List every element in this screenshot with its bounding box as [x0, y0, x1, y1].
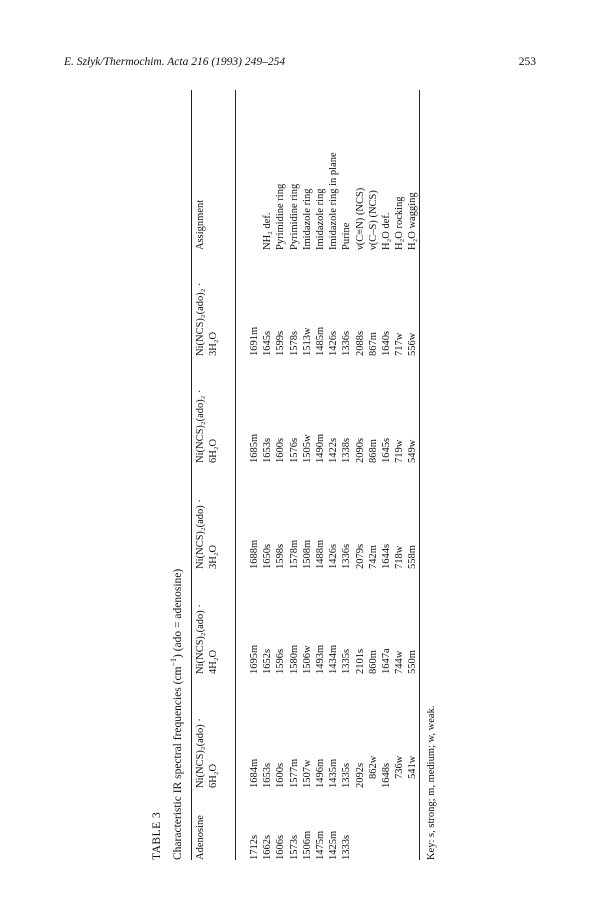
table-cell: 541w [407, 755, 419, 779]
table-cell: 862w [367, 755, 379, 779]
table-cell: H₂O rocking [394, 196, 406, 250]
table-row [234, 90, 261, 860]
table-cell [367, 788, 380, 860]
table-cell: 1475m [315, 830, 327, 860]
table-caption: Characteristic IR spectral frequencies $(cm^{-1}) (ado$ = adenosine) [169, 568, 184, 860]
table-cell: ν(C≡N) (NCS) [354, 187, 366, 250]
table-cell: 1650s [262, 543, 274, 569]
table-row [393, 90, 406, 860]
table-cell: 1600s [275, 437, 287, 463]
table-cell: 1426s [328, 330, 340, 356]
table-cell: 736w [394, 755, 406, 779]
table-cell: 719w [394, 439, 406, 463]
table-cell: 1488m [315, 539, 327, 569]
table-cell: 1513w [301, 327, 313, 356]
table-cell: 1600s [275, 762, 287, 788]
table-cell: 2090s [354, 437, 366, 463]
table-row [314, 90, 327, 860]
table-cell: 1712s [249, 834, 260, 860]
table-label: TABLE 3 [151, 811, 163, 860]
table-row [301, 90, 314, 860]
table-cell: 556w [407, 332, 419, 356]
table-cell: 1653s [262, 762, 274, 788]
table-cell: 2079s [354, 543, 366, 569]
table-row [261, 90, 274, 860]
table-cell: 1576s [288, 437, 300, 463]
table-cell: 742m [367, 545, 379, 569]
column-header: Ni(NCS)₂(ado)₂ · 3H₂O [195, 282, 220, 356]
table-header-row [194, 90, 234, 860]
table-cell: 1640s [381, 330, 393, 356]
table-cell: Imidazole ring in plane [328, 152, 340, 250]
table-row [380, 90, 393, 860]
table-cell: 1573s [288, 834, 300, 860]
table-cell: 1644s [381, 543, 393, 569]
column-header: Adenosine [195, 815, 206, 860]
column-header: Assignment [195, 199, 206, 250]
table-cell: 1485m [315, 326, 327, 356]
table-cell: 550m [407, 650, 419, 674]
table-cell: 718w [394, 545, 406, 569]
running-head: E. Szłyk/Thermochim. Acta 216 (1993) 249–254 [64, 56, 286, 68]
table-cell: 1493m [315, 644, 327, 674]
table-cell: 1645s [262, 330, 274, 356]
ir-frequency-table [194, 90, 420, 860]
table-row [367, 90, 380, 860]
table-cell: NH₂ def. [262, 212, 274, 250]
table-cell: 1422s [328, 437, 340, 463]
table-cell: 1490m [315, 433, 327, 463]
table-cell: H₂O wagging [407, 192, 419, 250]
table-cell: 2088s [354, 330, 366, 356]
column-header: Ni(NCS)₂(ado) · 6H₂O [195, 718, 220, 788]
column-header: Ni(NCS)₂(ado) · 3H₂O [195, 499, 220, 569]
table-cell: 1434m [328, 644, 340, 674]
table-cell: 1695m [249, 644, 260, 674]
table-cell: 2101s [354, 648, 366, 674]
table-cell: 1578s [288, 330, 300, 356]
table-rule-bottom [419, 90, 420, 860]
table-cell: 1606s [275, 834, 287, 860]
table-cell: 1335s [341, 648, 353, 674]
table-cell: 1507w [301, 759, 313, 788]
table-cell: Pyrimidine ring [288, 183, 300, 250]
table-row [327, 90, 340, 860]
table-row [340, 90, 353, 860]
table-cell: Imidazole ring [301, 188, 313, 250]
table-cell [393, 788, 406, 860]
table-row [354, 90, 367, 860]
table-cell: 1333s [341, 834, 353, 860]
table-cell: ν(C–S) (NCS) [367, 190, 379, 250]
table-cell: 1336s [341, 330, 353, 356]
table-cell: 1578m [288, 539, 300, 569]
table-cell: Imidazole ring [315, 188, 327, 250]
table-cell: 1653s [262, 437, 274, 463]
table-cell: 1426s [328, 543, 340, 569]
column-header: Ni(NCS)₂(ado) · 4H₂O [195, 604, 220, 674]
table-cell [354, 788, 367, 860]
table-cell: 1335s [341, 762, 353, 788]
table-cell: 1645s [381, 437, 393, 463]
table-row [288, 90, 301, 860]
table-cell: 1652s [262, 648, 274, 674]
table-cell: 1506w [301, 645, 313, 674]
table-cell: 1648s [381, 762, 393, 788]
table-cell: 1662s [262, 834, 274, 860]
table-cell: Purine [341, 222, 353, 250]
table-cell [380, 788, 393, 860]
table-cell: 1505w [301, 434, 313, 463]
table-cell: 558m [407, 545, 419, 569]
table-cell: 1647a [381, 648, 393, 674]
table-cell: 1598s [275, 543, 287, 569]
table-cell: 1685m [249, 433, 260, 463]
table-cell [406, 788, 419, 860]
table-cell: 1684m [249, 758, 260, 788]
table-cell: 1506m [301, 830, 313, 860]
table-cell: 1336s [341, 543, 353, 569]
page-number: 253 [518, 56, 536, 68]
table-cell: 1496m [315, 758, 327, 788]
table-cell: 1338s [341, 437, 353, 463]
table-cell: 1435m [328, 758, 340, 788]
table-cell: 1688m [249, 539, 260, 569]
table-cell: 1691m [249, 326, 260, 356]
table-cell: 1599s [275, 330, 287, 356]
table-cell: 2092s [354, 762, 366, 788]
table-cell: H₂O def. [381, 212, 393, 250]
rotated-table-block [112, 80, 452, 860]
table-cell: 1425m [328, 830, 340, 860]
table-cell: 860m [367, 650, 379, 674]
table-cell: 1577m [288, 758, 300, 788]
table-row [406, 90, 419, 860]
table-cell: Pyrimidine ring [275, 183, 287, 250]
table-cell: 1580m [288, 644, 300, 674]
table-key: Key: s, strong; m, medium; w, weak. [426, 705, 437, 860]
table-cell: 1508m [301, 539, 313, 569]
table-cell: 549w [407, 439, 419, 463]
table-cell: 867m [367, 332, 379, 356]
table-cell [234, 90, 261, 250]
table-cell: 868m [367, 439, 379, 463]
table-cell: 744w [394, 650, 406, 674]
table-row [274, 90, 287, 860]
column-header: Ni(NCS)₂(ado)₂ · 6H₂O [195, 389, 220, 463]
table-cell: 717w [394, 332, 406, 356]
table-cell: 1596s [275, 648, 287, 674]
table-rule-top [191, 90, 192, 860]
